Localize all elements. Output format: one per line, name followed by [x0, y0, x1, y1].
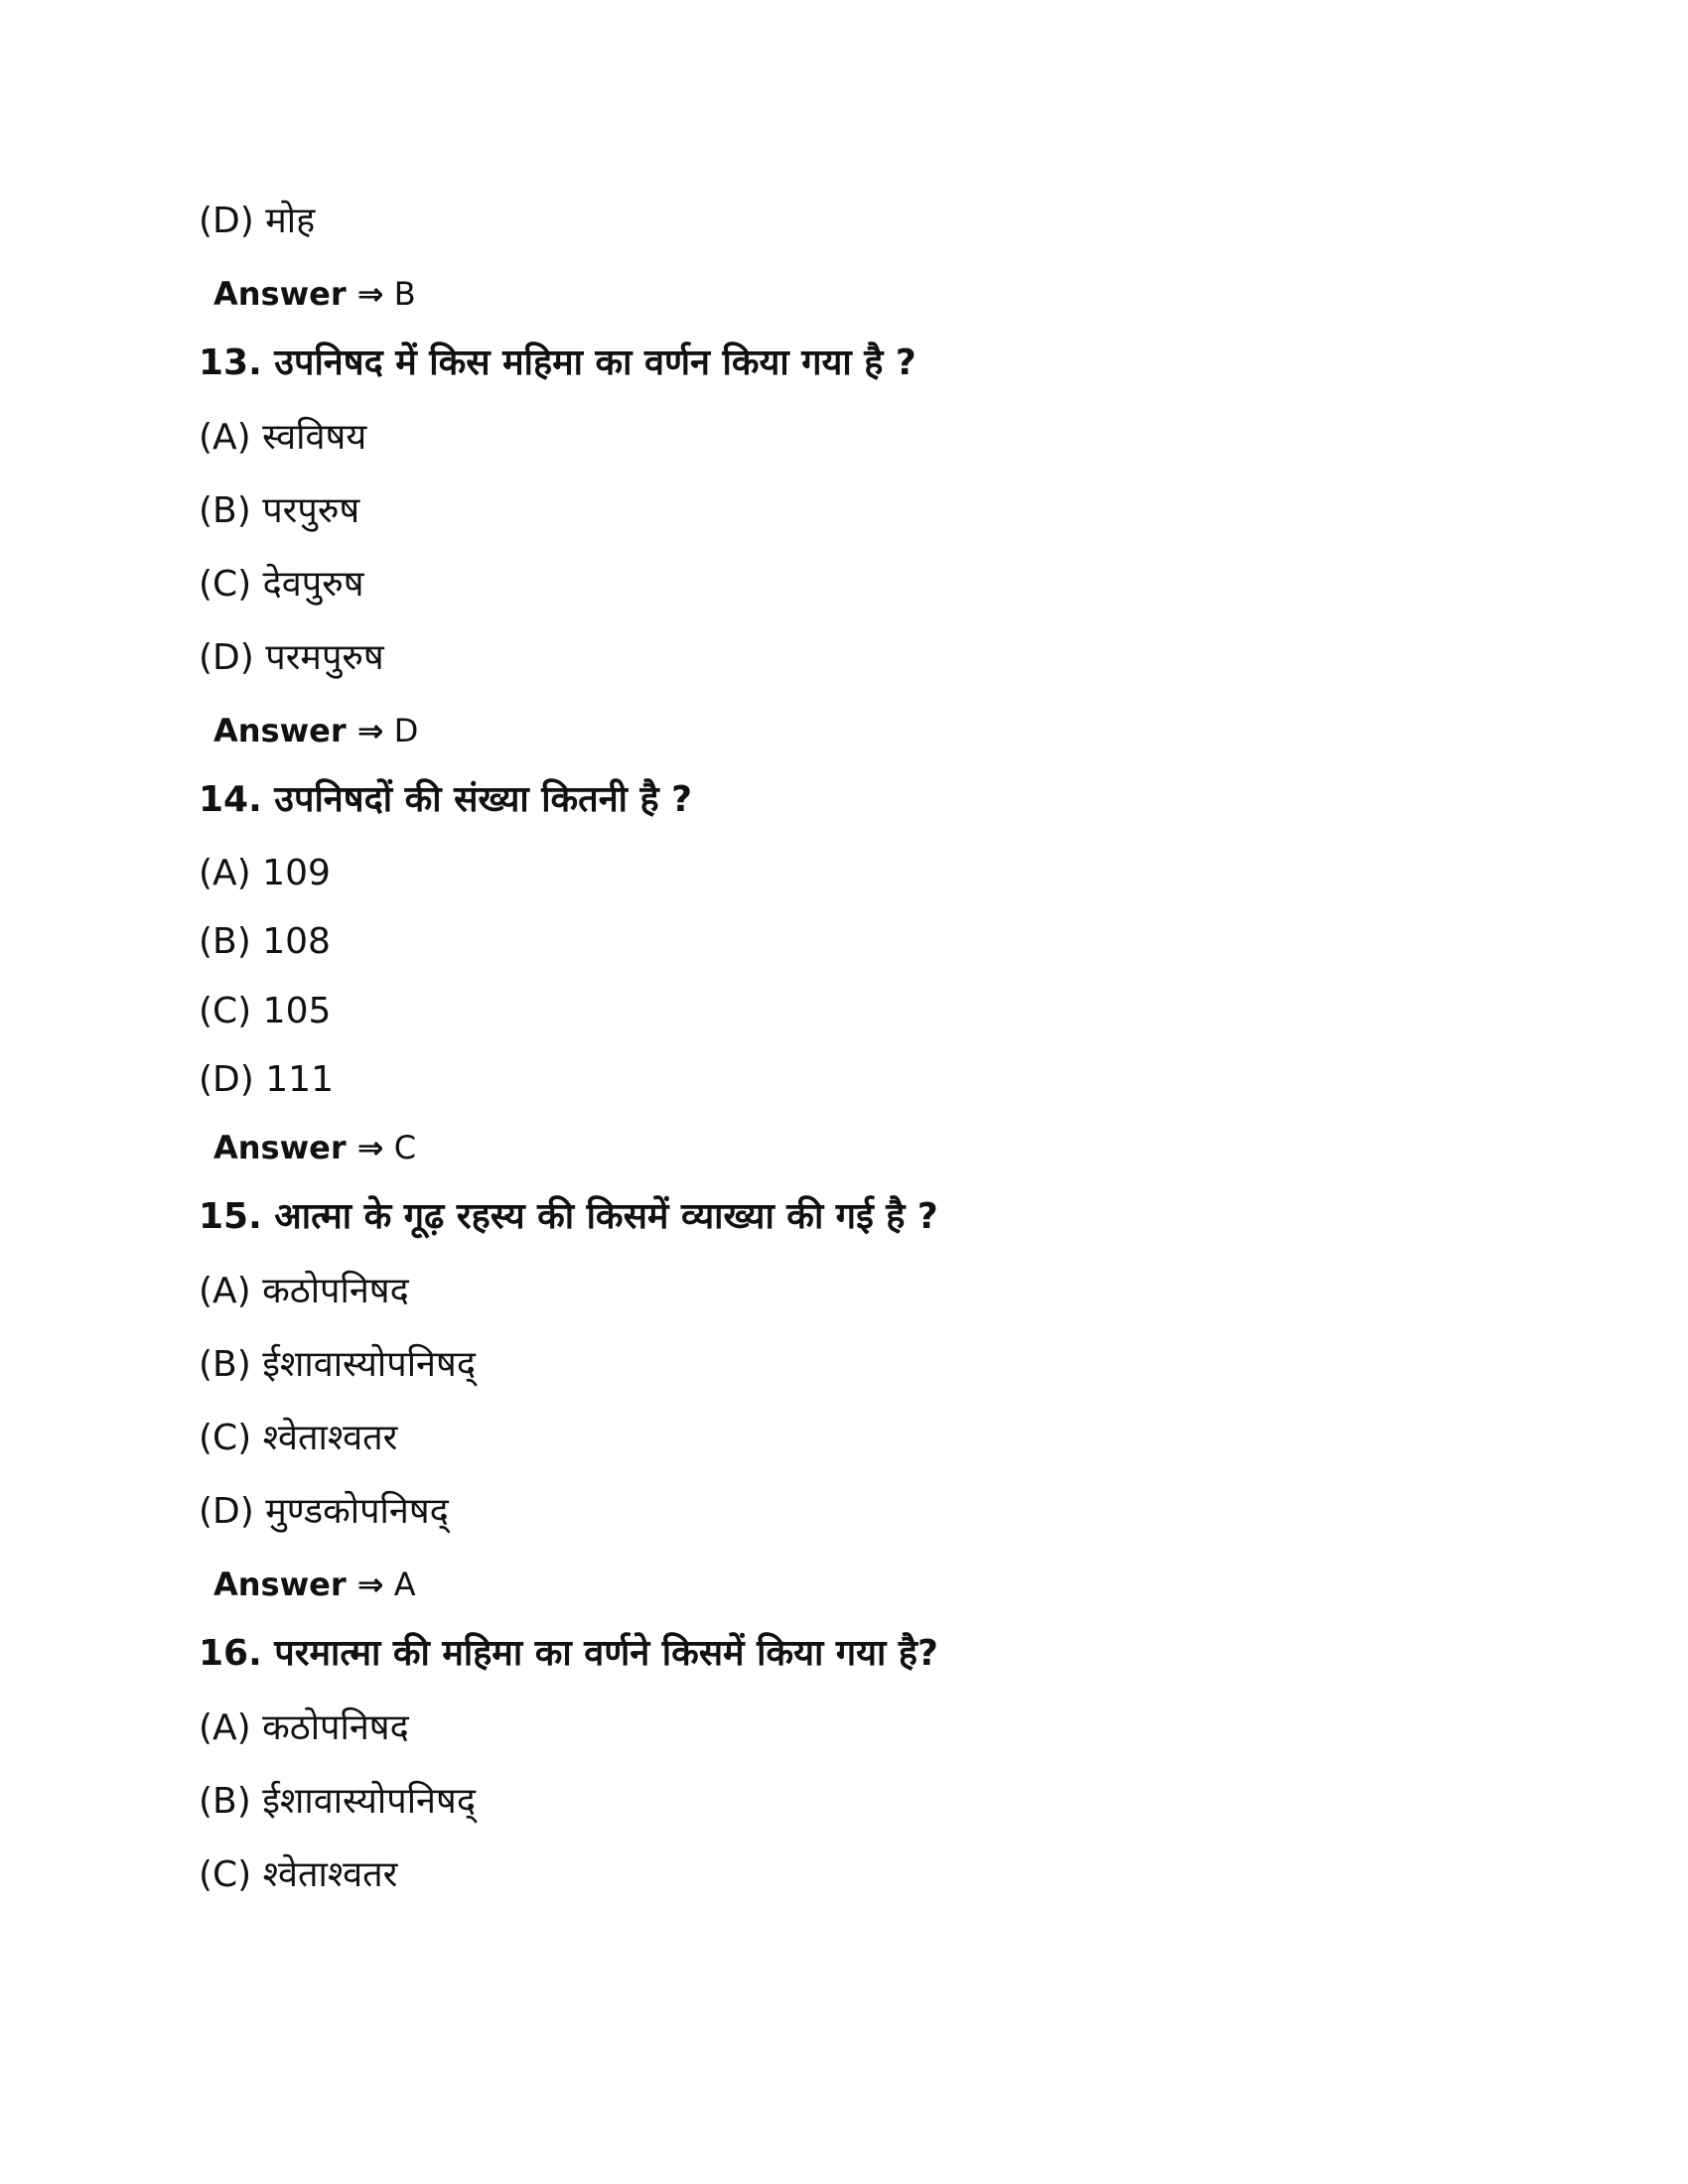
question-13: 13. उपनिषद में किस महिमा का वर्णन किया गया है ?: [199, 342, 916, 383]
question-16: 16. परमात्मा की महिमा का वर्णने किसमें किया गया है?: [199, 1633, 938, 1674]
answer-14: [213, 1129, 417, 1166]
option-14-d: (D) 111: [199, 1059, 334, 1100]
answer-label: Answer ⇒: [213, 275, 384, 313]
option-15-d: (D) मुण्डकोपनिषद्: [199, 1491, 449, 1532]
answer-label: Answer ⇒: [213, 1129, 384, 1166]
answer-label: Answer ⇒: [213, 1566, 384, 1603]
option-15-c: (C) श्वेताश्वतर: [199, 1418, 398, 1458]
option-13-a: (A) स्वविषय: [199, 417, 367, 458]
answer-13: [213, 712, 419, 750]
answer-12: [213, 275, 416, 313]
option-14-c: (C) 105: [199, 991, 332, 1031]
option-16-c: (C) श्वेताश्वतर: [199, 1854, 398, 1895]
answer-label: Answer ⇒: [213, 712, 384, 750]
option-16-b: (B) ईशावास्योपनिषद्: [199, 1781, 476, 1822]
option-15-b: (B) ईशावास्योपनिषद्: [199, 1344, 476, 1385]
question-14: 14. उपनिषदों की संख्या कितनी है ?: [199, 779, 693, 820]
question-15: 15. आत्मा के गूढ़ रहस्य की किसमें व्याख्या की गई है ?: [199, 1196, 938, 1237]
option-13-d: (D) परमपुरुष: [199, 637, 384, 678]
option-12-d: (D) मोह: [199, 201, 316, 241]
option-15-a: (A) कठोपनिषद: [199, 1271, 409, 1311]
answer-value: B: [393, 275, 416, 313]
option-13-b: (B) परपुरुष: [199, 490, 360, 531]
answer-value: A: [393, 1566, 416, 1603]
answer-15: [213, 1566, 416, 1603]
option-14-b: (B) 108: [199, 921, 331, 962]
answer-value: C: [393, 1129, 417, 1166]
answer-value: D: [393, 712, 419, 750]
option-16-a: (A) कठोपनिषद: [199, 1707, 409, 1748]
option-13-c: (C) देवपुरुष: [199, 564, 364, 605]
option-14-a: (A) 109: [199, 853, 331, 893]
